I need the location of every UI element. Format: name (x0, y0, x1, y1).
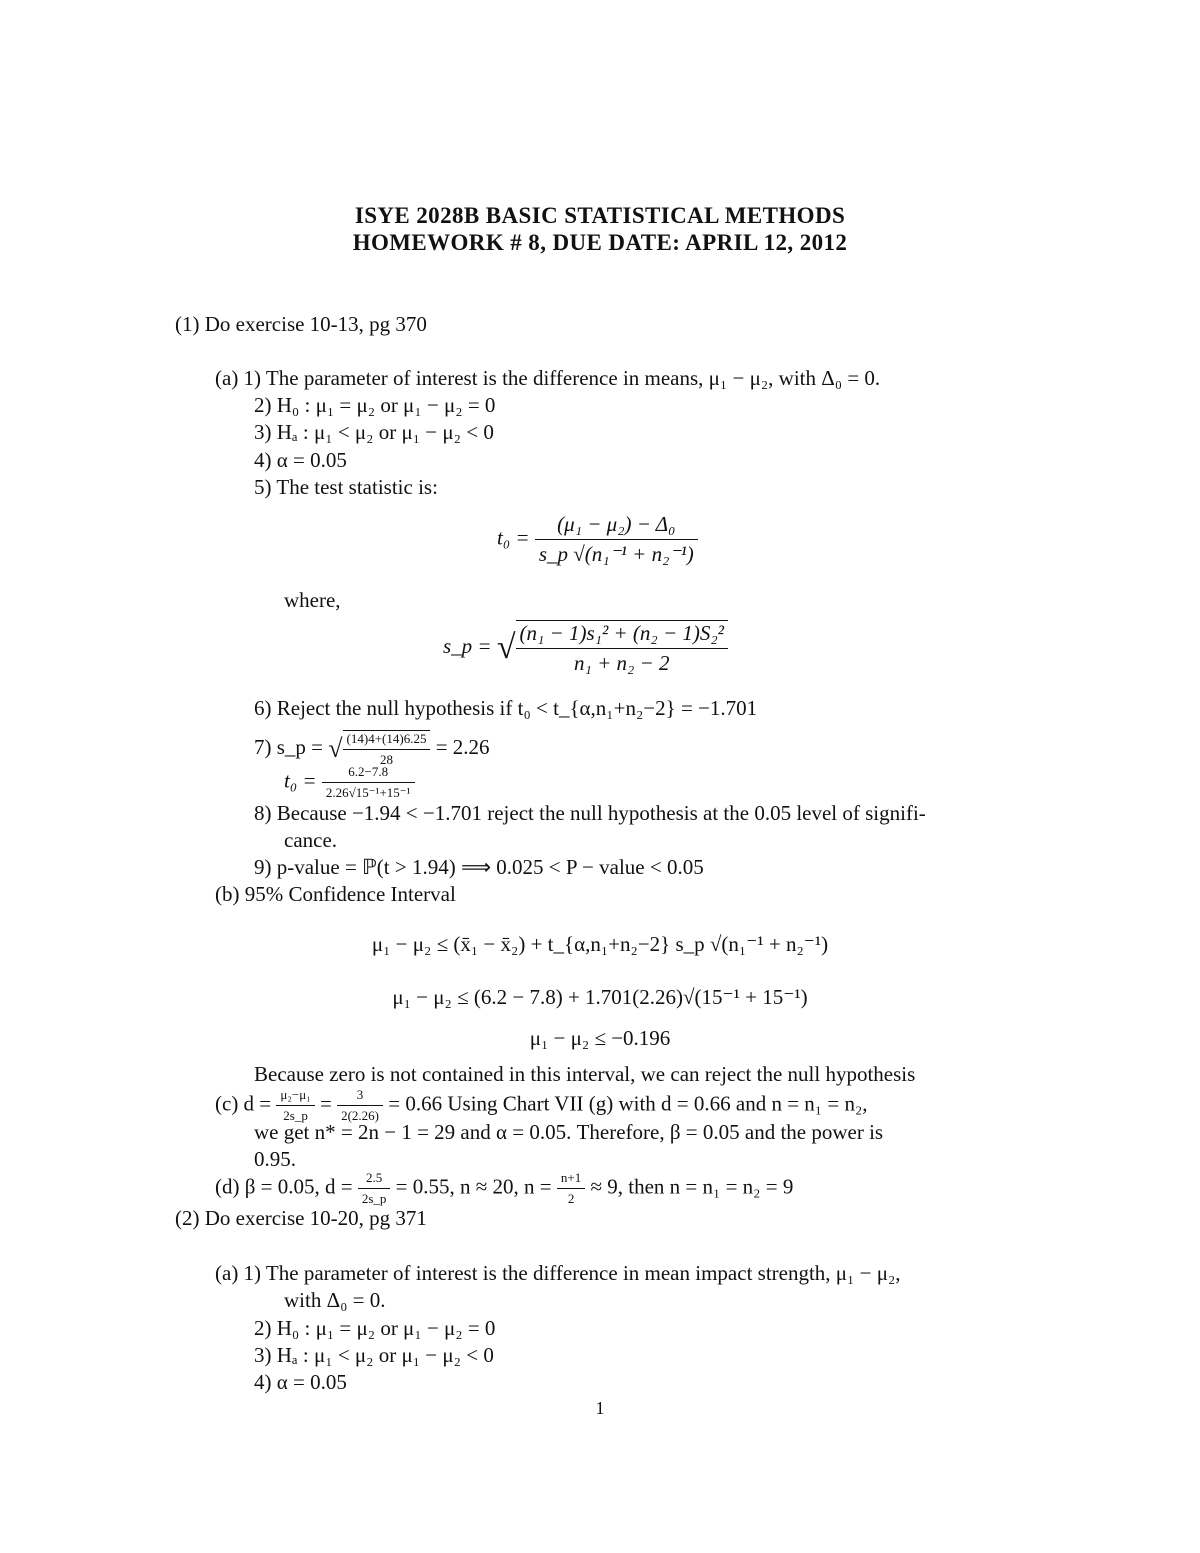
question-2-label: (2) Do exercise 10-20, pg 371 (175, 1206, 427, 1230)
q2a-step2: 2) H₀ : μ₁ = μ₂ or μ₁ − μ₂ = 0 (254, 1316, 496, 1340)
q1d-fraction2-den: 2 (567, 1191, 575, 1206)
q1a-step5: 5) The test statistic is: (254, 475, 438, 499)
sqrt-sign: √ (328, 734, 343, 763)
step7-t0-numerator: 6.2−7.8 (322, 764, 415, 783)
q1a-step7-t0 (284, 764, 415, 801)
question-1-label: (1) Do exercise 10-13, pg 370 (175, 312, 427, 336)
q2a-step4: 4) α = 0.05 (254, 1370, 347, 1394)
document-title-line1: ISYE 2028B BASIC STATISTICAL METHODS (354, 203, 846, 228)
q1d-end: ≈ 9, then n = n₁ = n₂ = 9 (590, 1174, 794, 1199)
step7-sp-numerator: (14)4+(14)6.25 (343, 731, 431, 750)
t0-numerator: (μ₁ − μ₂) − Δ₀ (535, 512, 698, 540)
sqrt-sign: √ (496, 629, 516, 666)
q1c-rest: = 0.66 Using Chart VII (g) with d = 0.66 and n = n₁ = n₂, (388, 1091, 868, 1116)
q1a-step6: 6) Reject the null hypothesis if t₀ < t_{α,n₁+n₂−2} = −1.701 (254, 696, 758, 720)
q1d-fraction1-den: 2s_p (361, 1191, 387, 1206)
q1c-fraction2-den: 2(2.26) (341, 1108, 380, 1123)
step7-sp-lhs: 7) s_p = (254, 734, 324, 759)
q1c-line3: 0.95. (254, 1147, 296, 1171)
ci-equation-1: μ₁ − μ₂ ≤ (x̄₁ − x̄₂) + t_{α,n₁+n₂−2} s_p √(n₁⁻¹ + n₂⁻¹) (371, 932, 829, 956)
step7-sp-fraction (343, 730, 431, 768)
sp-lhs: s_p = (443, 633, 492, 658)
q1d-fraction1-num: 2.5 (358, 1170, 391, 1189)
q1a-step1: (a) 1) The parameter of interest is the difference in means, μ₁ − μ₂, with Δ₀ = 0. (215, 366, 881, 390)
ci-equation-2: μ₁ − μ₂ ≤ (6.2 − 7.8) + 1.701(2.26)√(15⁻¹ + 15⁻¹) (392, 985, 808, 1009)
q1d-fraction2 (557, 1170, 585, 1207)
q1a-step4: 4) α = 0.05 (254, 448, 347, 472)
q1a-step9: 9) p-value = ℙ(t > 1.94) ⟹ 0.025 < P − value < 0.05 (254, 855, 704, 879)
q1b-label: (b) 95% Confidence Interval (215, 882, 456, 906)
step7-t0-fraction (322, 764, 415, 801)
step7-t0-lhs: t₀ = (284, 768, 317, 793)
q1c-fraction1-num: μ₂−μ₁ (276, 1087, 314, 1106)
q1c-fraction1-den: 2s_p (283, 1108, 308, 1123)
q2a-step1-line2: with Δ₀ = 0. (284, 1288, 386, 1312)
document-title-line2: HOMEWORK # 8, DUE DATE: APRIL 12, 2012 (352, 230, 848, 255)
q1a-step3: 3) Hₐ : μ₁ < μ₂ or μ₁ − μ₂ < 0 (254, 420, 494, 444)
sp-denominator: n₁ + n₂ − 2 (574, 651, 670, 675)
ci-equation-3: μ₁ − μ₂ ≤ −0.196 (529, 1026, 671, 1050)
t0-denominator: s_p √(n₁⁻¹ + n₂⁻¹) (538, 542, 694, 566)
q1c-line2: we get n* = 2n − 1 = 29 and α = 0.05. Therefore, β = 0.05 and the power is (254, 1120, 884, 1144)
step7-sp-denominator: 28 (380, 752, 393, 767)
q1d-start: (d) β = 0.05, d = (215, 1174, 353, 1199)
where-label: where, (284, 588, 341, 612)
q1c-start: (c) d = (215, 1091, 272, 1116)
sp-formula (443, 620, 728, 676)
q2a-step1-line1: (a) 1) The parameter of interest is the difference in mean impact strength, μ₁ − μ₂, (215, 1261, 901, 1285)
q1c-line1 (215, 1087, 868, 1124)
q1a-step8-line2: cance. (284, 828, 338, 852)
step7-t0-denominator: 2.26√15⁻¹+15⁻¹ (325, 785, 411, 800)
t0-fraction (535, 512, 698, 567)
sp-numerator: (n₁ − 1)s₁² + (n₂ − 1)S₂² (516, 621, 728, 649)
q1c-fraction2 (337, 1087, 383, 1124)
q1a-step8-line1: 8) Because −1.94 < −1.701 reject the null hypothesis at the 0.05 level of signifi- (254, 801, 926, 825)
q1c-fraction1 (276, 1087, 314, 1124)
sp-fraction (516, 620, 728, 676)
q1a-step2: 2) H₀ : μ₁ = μ₂ or μ₁ − μ₂ = 0 (254, 393, 496, 417)
q1d-fraction2-num: n+1 (557, 1170, 585, 1189)
t0-lhs: t₀ = (497, 525, 530, 550)
q1a-step7-sp (254, 730, 490, 768)
q1d-middle: = 0.55, n ≈ 20, n = (395, 1174, 552, 1199)
page-number: 1 (595, 1398, 605, 1418)
ci-conclusion: Because zero is not contained in this interval, we can reject the null hypothesis (254, 1062, 916, 1086)
q1c-equals: = (320, 1091, 332, 1116)
q1d-line (215, 1170, 793, 1207)
step7-sp-result: = 2.26 (435, 734, 490, 759)
q2a-step3: 3) Hₐ : μ₁ < μ₂ or μ₁ − μ₂ < 0 (254, 1343, 494, 1367)
t0-formula (497, 512, 698, 567)
q1d-fraction1 (358, 1170, 391, 1207)
q1c-fraction2-num: 3 (337, 1087, 383, 1106)
